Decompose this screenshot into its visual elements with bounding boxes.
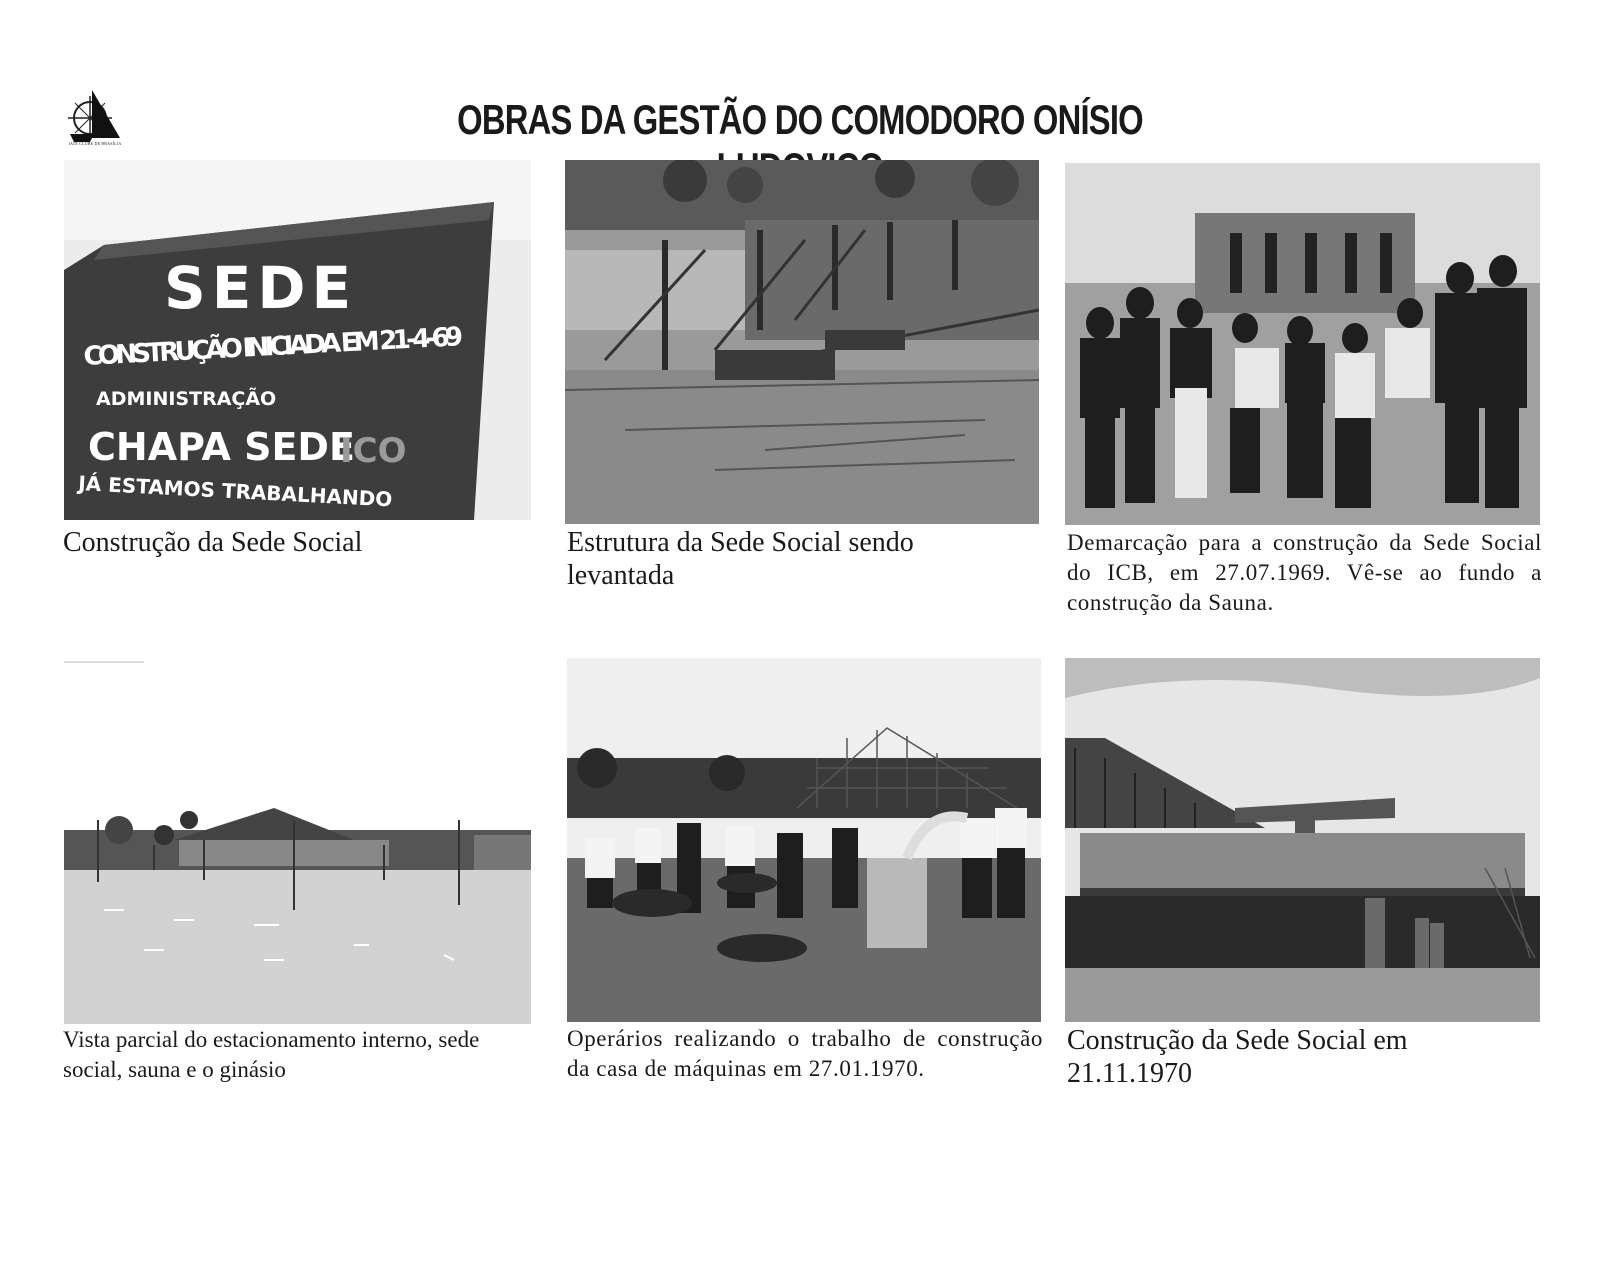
caption-3: Demarcação para a construção da Sede Social do ICB, em 27.07.1969. Vê-se ao fundo a construção da Sauna. [1067, 530, 1542, 615]
photo-demarcation [1065, 163, 1540, 525]
photo-sede-sign [64, 160, 531, 520]
caption-6: Construção da Sede Social em 21.11.1970 [1067, 1025, 1408, 1090]
sign-line-5: JÁ ESTAMOS TRABALHANDO [77, 471, 393, 512]
sign-line-4: CHAPA SEDE [88, 425, 355, 469]
caption-2: Estrutura da Sede Social sendo levantada [567, 527, 914, 592]
sailboat-compass-icon [64, 86, 124, 148]
caption-1: Construção da Sede Social [63, 527, 363, 558]
photo-building-1970 [1065, 658, 1540, 1022]
logo-caption: IATE CLUBE DE BRASÍLIA [68, 141, 122, 146]
sign-title: SEDE [164, 254, 358, 322]
sign-line-3: ADMINISTRAÇÃO [96, 388, 277, 410]
caption-4: Vista parcial do estacionamento interno, sede social, sauna e o ginásio [63, 1027, 480, 1082]
page-title: OBRAS DA GESTÃO DO COMODORO ONÍSIO [457, 96, 1143, 143]
photo-structure [565, 160, 1039, 524]
club-logo [64, 86, 124, 148]
caption-5: Operários realizando o trabalho de construção da casa de máquinas em 27.01.1970. [567, 1026, 1043, 1081]
sign-line-2: CONSTRUÇÃO INICIADA EM 21-4-69 [82, 322, 464, 372]
sign-line-4-logo: ICO [340, 431, 407, 471]
photo-workers [567, 658, 1041, 1022]
photo-parking [64, 660, 531, 1024]
